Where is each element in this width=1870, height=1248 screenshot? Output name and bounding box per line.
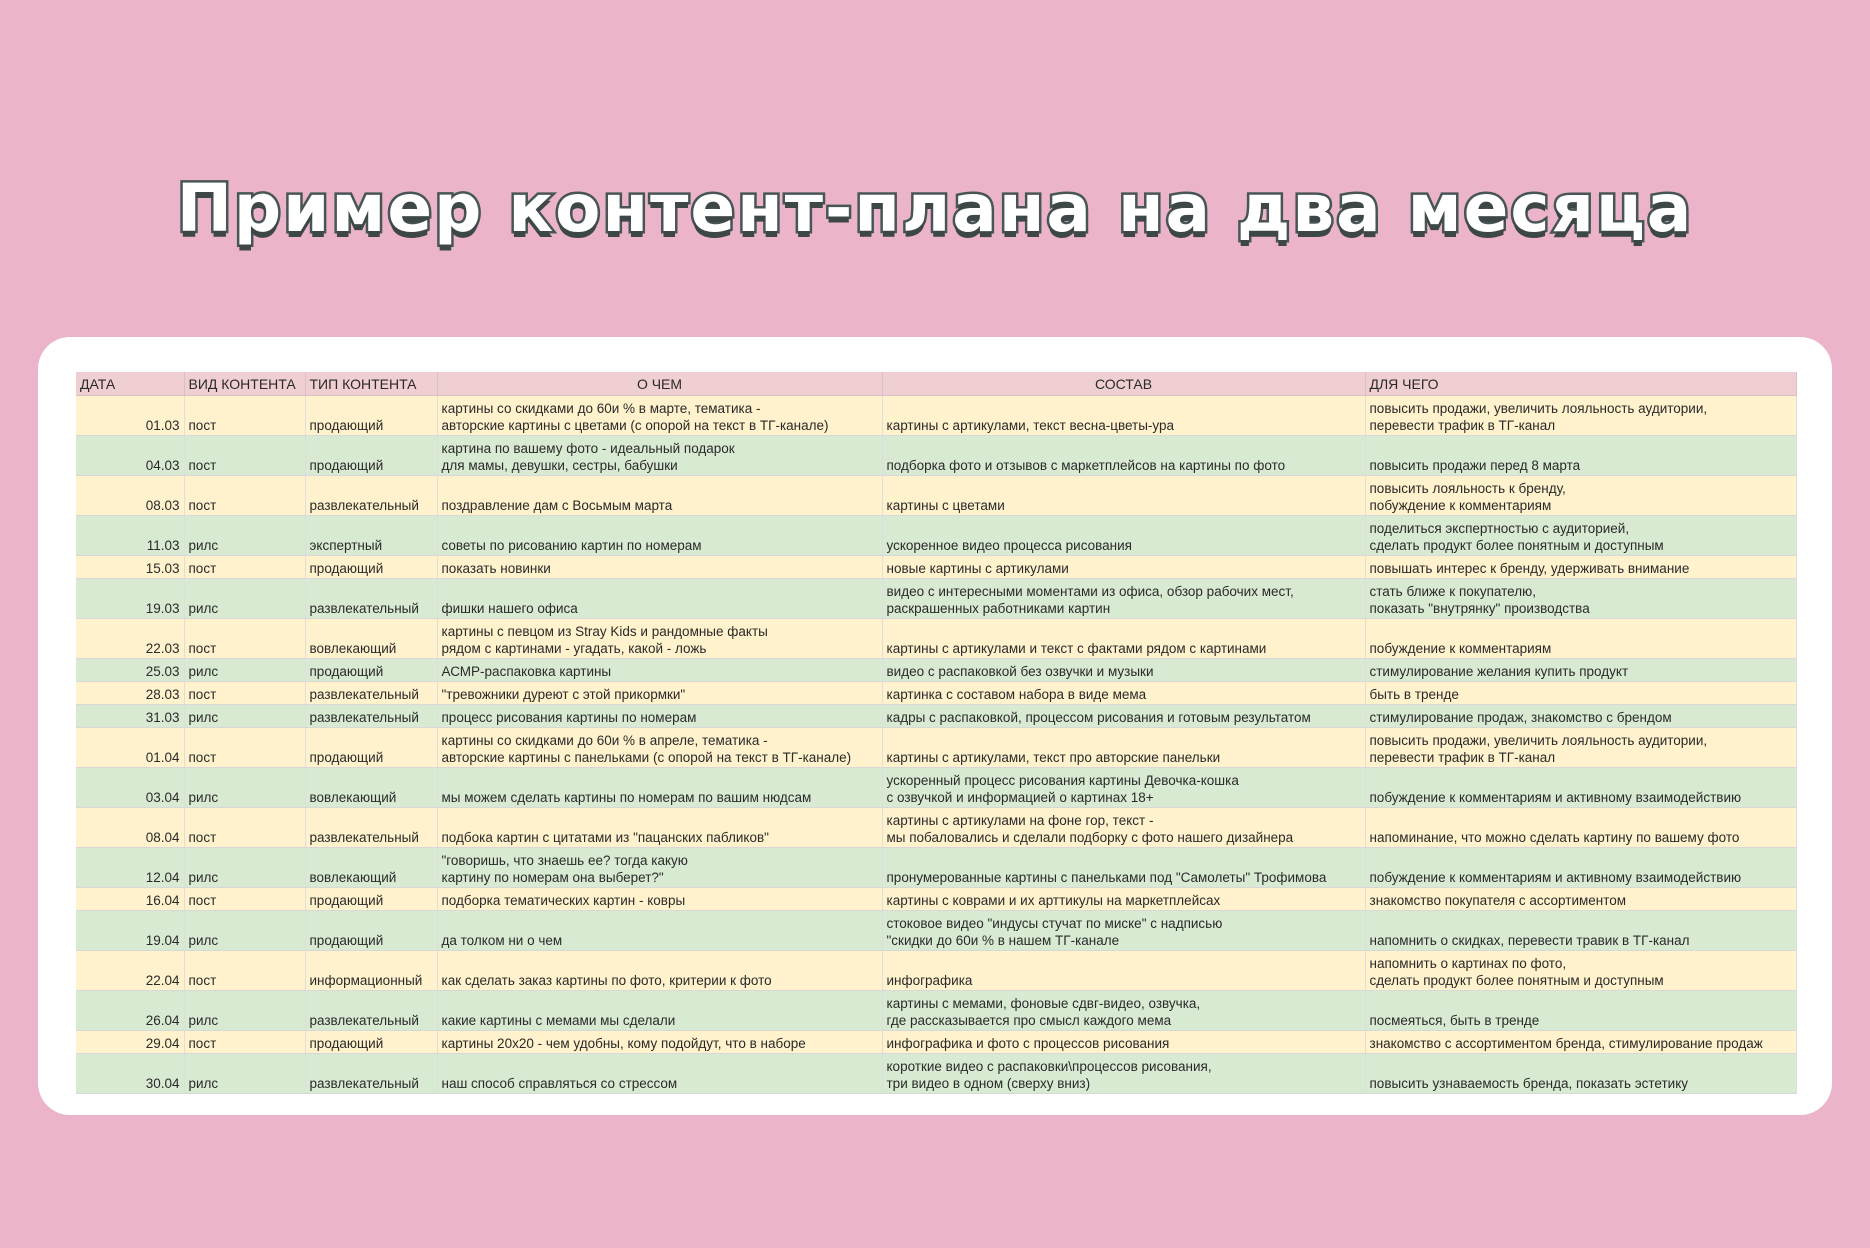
table-row <box>76 556 1796 579</box>
cell-purpose-line: посмеяться, быть в тренде <box>1369 1013 1540 1028</box>
cell-about-line: мы можем сделать картины по номерам по вашим нюдсам <box>441 790 812 805</box>
cell-about-line: показать новинки <box>441 561 551 576</box>
cell-kind: пост <box>184 556 305 579</box>
cell-content <box>882 516 1365 556</box>
cell-about-line: подбока картин с цитатами из "пацанских пабликов" <box>441 830 769 845</box>
cell-purpose <box>1365 516 1796 556</box>
cell-content-line: новые картины с артикулами <box>886 561 1069 576</box>
cell-purpose-line: побуждение к комментариям и активному взаимодействию <box>1369 790 1742 805</box>
cell-date: 04.03 <box>76 436 184 476</box>
cell-type: экспертный <box>305 516 437 556</box>
table-row <box>76 476 1796 516</box>
cell-date: 30.04 <box>76 1054 184 1094</box>
cell-content-line: "скидки до 60и % в нашем ТГ-канале <box>886 933 1120 948</box>
cell-purpose-line: побуждение к комментариям и активному взаимодействию <box>1369 870 1742 885</box>
cell-content <box>882 556 1365 579</box>
cell-purpose <box>1365 579 1796 619</box>
cell-date: 19.03 <box>76 579 184 619</box>
cell-content <box>882 911 1365 951</box>
cell-purpose <box>1365 1031 1796 1054</box>
cell-type: вовлекающий <box>305 848 437 888</box>
cell-date: 15.03 <box>76 556 184 579</box>
cell-purpose-line: стимулирование желания купить продукт <box>1369 664 1629 679</box>
cell-purpose-line: поделиться экспертностью с аудиторией, <box>1369 521 1630 536</box>
table-row <box>76 848 1796 888</box>
cell-type: продающий <box>305 556 437 579</box>
cell-content-line: картины с артикулами на фоне гор, текст - <box>886 813 1154 828</box>
table-row <box>76 659 1796 682</box>
cell-type: вовлекающий <box>305 619 437 659</box>
cell-content <box>882 888 1365 911</box>
cell-about-line: да толком ни о чем <box>441 933 563 948</box>
cell-about-line: картины со скидками до 60и % в апреле, тематика - <box>441 733 768 748</box>
cell-about-line: наш способ справляться со стрессом <box>441 1076 678 1091</box>
cell-about <box>437 951 882 991</box>
cell-content-line: три видео в одном (сверху вниз) <box>886 1076 1091 1091</box>
cell-about <box>437 476 882 516</box>
cell-purpose <box>1365 396 1796 436</box>
cell-date: 26.04 <box>76 991 184 1031</box>
cell-type: вовлекающий <box>305 768 437 808</box>
cell-purpose-line: перевести трафик в ТГ-канал <box>1369 750 1556 765</box>
cell-content-line: инфографика и фото с процессов рисования <box>886 1036 1170 1051</box>
cell-kind: пост <box>184 1031 305 1054</box>
cell-date: 08.03 <box>76 476 184 516</box>
cell-kind: рилс <box>184 579 305 619</box>
cell-content-line: кадры с распаковкой, процессом рисования и готовым результатом <box>886 710 1311 725</box>
cell-content-line: где рассказывается про смысл каждого мема <box>886 1013 1172 1028</box>
cell-purpose <box>1365 888 1796 911</box>
cell-purpose-line: побуждение к комментариям <box>1369 498 1552 513</box>
cell-purpose <box>1365 768 1796 808</box>
cell-purpose-line: перевести трафик в ТГ-канал <box>1369 418 1556 433</box>
cell-about-line: для мамы, девушки, сестры, бабушки <box>441 458 678 473</box>
cell-kind: пост <box>184 396 305 436</box>
cell-type: развлекательный <box>305 705 437 728</box>
cell-kind: пост <box>184 728 305 768</box>
table-body <box>76 396 1796 1094</box>
cell-kind: пост <box>184 951 305 991</box>
cell-purpose-line: знакомство с ассортиментом бренда, стимулирование продаж <box>1369 1036 1763 1051</box>
cell-purpose-line: повышать интерес к бренду, удерживать внимание <box>1369 561 1690 576</box>
cell-about <box>437 682 882 705</box>
cell-date: 28.03 <box>76 682 184 705</box>
cell-content <box>882 991 1365 1031</box>
cell-purpose <box>1365 556 1796 579</box>
cell-type: продающий <box>305 888 437 911</box>
cell-type: развлекательный <box>305 682 437 705</box>
cell-about <box>437 659 882 682</box>
table-row <box>76 396 1796 436</box>
cell-content <box>882 951 1365 991</box>
table-row <box>76 619 1796 659</box>
cell-date: 12.04 <box>76 848 184 888</box>
cell-about-line: какие картины с мемами мы сделали <box>441 1013 676 1028</box>
cell-about <box>437 991 882 1031</box>
cell-content-line: ускоренный процесс рисования картины Девочка-кошка <box>886 773 1239 788</box>
cell-purpose <box>1365 619 1796 659</box>
cell-about-line: картину по номерам она выберет?" <box>441 870 664 885</box>
cell-content <box>882 659 1365 682</box>
cell-purpose <box>1365 728 1796 768</box>
cell-about <box>437 888 882 911</box>
cell-content-line: картины с артикулами, текст про авторские панельки <box>886 750 1221 765</box>
cell-content-line: инфографика <box>886 973 973 988</box>
cell-type: развлекательный <box>305 991 437 1031</box>
cell-about <box>437 516 882 556</box>
cell-date: 31.03 <box>76 705 184 728</box>
cell-content <box>882 1031 1365 1054</box>
cell-purpose-line: знакомство покупателя с ассортиментом <box>1369 893 1627 908</box>
cell-content-line: видео с распаковкой без озвучки и музыки <box>886 664 1154 679</box>
cell-purpose-line: повысить продажи, увеличить лояльность аудитории, <box>1369 733 1708 748</box>
cell-about-line: поздравление дам с Восьмым марта <box>441 498 673 513</box>
cell-content-line: картины с коврами и их арттикулы на маркетплейсах <box>886 893 1221 908</box>
table-row <box>76 991 1796 1031</box>
cell-type: продающий <box>305 911 437 951</box>
cell-purpose <box>1365 682 1796 705</box>
cell-purpose-line: повысить продажи, увеличить лояльность аудитории, <box>1369 401 1708 416</box>
cell-date: 01.03 <box>76 396 184 436</box>
cell-about <box>437 808 882 848</box>
table-row <box>76 579 1796 619</box>
cell-type: развлекательный <box>305 808 437 848</box>
cell-kind: рилс <box>184 659 305 682</box>
cell-date: 22.04 <box>76 951 184 991</box>
cell-kind: рилс <box>184 1054 305 1094</box>
cell-date: 16.04 <box>76 888 184 911</box>
cell-content <box>882 848 1365 888</box>
header-purpose: ДЛЯ ЧЕГО <box>1365 372 1796 396</box>
cell-kind: пост <box>184 619 305 659</box>
cell-about <box>437 705 882 728</box>
cell-date: 01.04 <box>76 728 184 768</box>
cell-content <box>882 682 1365 705</box>
cell-about-line: картины с певцом из Stray Kids и рандомные факты <box>441 624 768 639</box>
cell-content <box>882 1054 1365 1094</box>
cell-type: продающий <box>305 436 437 476</box>
cell-about-line: как сделать заказ картины по фото, критерии к фото <box>441 973 772 988</box>
cell-purpose <box>1365 808 1796 848</box>
cell-purpose <box>1365 991 1796 1031</box>
cell-kind: рилс <box>184 516 305 556</box>
cell-purpose-line: повысить лояльность к бренду, <box>1369 481 1566 496</box>
cell-content-line: картины с цветами <box>886 498 1005 513</box>
cell-about-line: АСМР-распаковка картины <box>441 664 612 679</box>
table-row <box>76 951 1796 991</box>
cell-purpose <box>1365 705 1796 728</box>
cell-type: продающий <box>305 659 437 682</box>
cell-date: 08.04 <box>76 808 184 848</box>
cell-type: продающий <box>305 396 437 436</box>
table-row <box>76 436 1796 476</box>
cell-date: 25.03 <box>76 659 184 682</box>
cell-kind: пост <box>184 808 305 848</box>
header-kind: ВИД КОНТЕНТА <box>184 372 305 396</box>
cell-content-line: раскрашенных работниками картин <box>886 601 1111 616</box>
cell-about-line: картины со скидками до 60и % в марте, тематика - <box>441 401 761 416</box>
cell-purpose-line: повысить продажи перед 8 марта <box>1369 458 1581 473</box>
cell-content-line: картины с артикулами и текст с фактами рядом с картинами <box>886 641 1267 656</box>
cell-content <box>882 396 1365 436</box>
cell-about-line: картины 20х20 - чем удобны, кому подойдут, что в наборе <box>441 1036 806 1051</box>
table-card <box>38 337 1832 1115</box>
table-row <box>76 728 1796 768</box>
table-header-row <box>76 372 1796 396</box>
cell-content-line: картинка с составом набора в виде мема <box>886 687 1147 702</box>
cell-content <box>882 476 1365 516</box>
cell-type: развлекательный <box>305 476 437 516</box>
cell-about-line: рядом с картинами - угадать, какой - ложь <box>441 641 707 656</box>
cell-purpose <box>1365 436 1796 476</box>
cell-about <box>437 579 882 619</box>
cell-about-line: картина по вашему фото - идеальный подарок <box>441 441 735 456</box>
cell-content <box>882 728 1365 768</box>
cell-date: 03.04 <box>76 768 184 808</box>
cell-about <box>437 436 882 476</box>
cell-purpose-line: сделать продукт более понятным и доступным <box>1369 538 1664 553</box>
table-row <box>76 1031 1796 1054</box>
cell-type: информационный <box>305 951 437 991</box>
cell-purpose <box>1365 476 1796 516</box>
cell-kind: рилс <box>184 911 305 951</box>
cell-about <box>437 619 882 659</box>
cell-content-line: ускоренное видео процесса рисования <box>886 538 1132 553</box>
cell-purpose-line: напоминание, что можно сделать картину по вашему фото <box>1369 830 1740 845</box>
cell-type: развлекательный <box>305 1054 437 1094</box>
table-row <box>76 705 1796 728</box>
header-date: ДАТА <box>76 372 184 396</box>
cell-date: 29.04 <box>76 1031 184 1054</box>
cell-about <box>437 848 882 888</box>
cell-purpose-line: стимулирование продаж, знакомство с брендом <box>1369 710 1672 725</box>
cell-date: 19.04 <box>76 911 184 951</box>
header-about: О ЧЕМ <box>437 372 882 396</box>
cell-date: 22.03 <box>76 619 184 659</box>
cell-about-line: процесс рисования картины по номерам <box>441 710 697 725</box>
cell-kind: рилс <box>184 705 305 728</box>
cell-purpose <box>1365 911 1796 951</box>
cell-about <box>437 728 882 768</box>
table-row <box>76 516 1796 556</box>
header-type: ТИП КОНТЕНТА <box>305 372 437 396</box>
cell-kind: рилс <box>184 991 305 1031</box>
cell-content-line: видео с интересными моментами из офиса, обзор рабочих мест, <box>886 584 1294 599</box>
cell-content-line: стоковое видео "индусы стучат по миске" с надписью <box>886 916 1223 931</box>
cell-purpose <box>1365 659 1796 682</box>
cell-content <box>882 619 1365 659</box>
cell-content-line: короткие видео с распаковки\процессов рисования, <box>886 1059 1212 1074</box>
cell-kind: пост <box>184 436 305 476</box>
page-title: Пример контент-плана на два месяца <box>176 170 1694 247</box>
cell-purpose-line: сделать продукт более понятным и доступным <box>1369 973 1664 988</box>
table-row <box>76 768 1796 808</box>
cell-type: продающий <box>305 1031 437 1054</box>
cell-purpose-line: повысить узнаваемость бренда, показать эстетику <box>1369 1076 1688 1091</box>
cell-about-line: фишки нашего офиса <box>441 601 578 616</box>
cell-about-line: советы по рисованию картин по номерам <box>441 538 702 553</box>
cell-about-line: авторские картины с цветами (с опорой на текст в ТГ-канале) <box>441 418 829 433</box>
cell-kind: рилс <box>184 848 305 888</box>
cell-about <box>437 396 882 436</box>
cell-purpose-line: напомнить о скидках, перевести травик в ТГ-канал <box>1369 933 1690 948</box>
table-row <box>76 682 1796 705</box>
cell-content <box>882 579 1365 619</box>
cell-date: 11.03 <box>76 516 184 556</box>
cell-about-line: авторские картины с панельками (с опорой на текст в ТГ-канале) <box>441 750 852 765</box>
cell-content <box>882 768 1365 808</box>
cell-content <box>882 705 1365 728</box>
cell-content-line: картины с артикулами, текст весна-цветы-ура <box>886 418 1175 433</box>
table-row <box>76 1054 1796 1094</box>
cell-purpose <box>1365 848 1796 888</box>
cell-content-line: мы побаловались и сделали подборку с фото нашего дизайнера <box>886 830 1294 845</box>
cell-content-line: картины с мемами, фоновые сдвг-видео, озвучка, <box>886 996 1201 1011</box>
cell-content-line: пронумерованные картины с панельками под "Самолеты" Трофимова <box>886 870 1327 885</box>
cell-about-line: "тревожники дуреют с этой прикормки" <box>441 687 686 702</box>
table-row <box>76 808 1796 848</box>
cell-purpose-line: побуждение к комментариям <box>1369 641 1552 656</box>
cell-kind: пост <box>184 682 305 705</box>
cell-purpose <box>1365 1054 1796 1094</box>
cell-about <box>437 911 882 951</box>
cell-purpose-line: напомнить о картинах по фото, <box>1369 956 1567 971</box>
cell-kind: пост <box>184 476 305 516</box>
cell-content <box>882 436 1365 476</box>
cell-kind: пост <box>184 888 305 911</box>
header-content: СОСТАВ <box>882 372 1365 396</box>
cell-purpose-line: показать "внутрянку" производства <box>1369 601 1590 616</box>
content-plan-table <box>76 372 1797 1094</box>
cell-content-line: с озвучкой и информацией о картинах 18+ <box>886 790 1154 805</box>
cell-content-line: подборка фото и отзывов с маркетплейсов на картины по фото <box>886 458 1286 473</box>
cell-about <box>437 556 882 579</box>
cell-purpose <box>1365 951 1796 991</box>
cell-about <box>437 768 882 808</box>
table-row <box>76 888 1796 911</box>
cell-type: продающий <box>305 728 437 768</box>
cell-content <box>882 808 1365 848</box>
cell-kind: рилс <box>184 768 305 808</box>
cell-purpose-line: стать ближе к покупателю, <box>1369 584 1536 599</box>
cell-about-line: подборка тематических картин - ковры <box>441 893 686 908</box>
cell-about-line: "говоришь, что знаешь ее? тогда какую <box>441 853 688 868</box>
cell-type: развлекательный <box>305 579 437 619</box>
cell-about <box>437 1054 882 1094</box>
cell-about <box>437 1031 882 1054</box>
table-row <box>76 911 1796 951</box>
cell-purpose-line: быть в тренде <box>1369 687 1459 702</box>
